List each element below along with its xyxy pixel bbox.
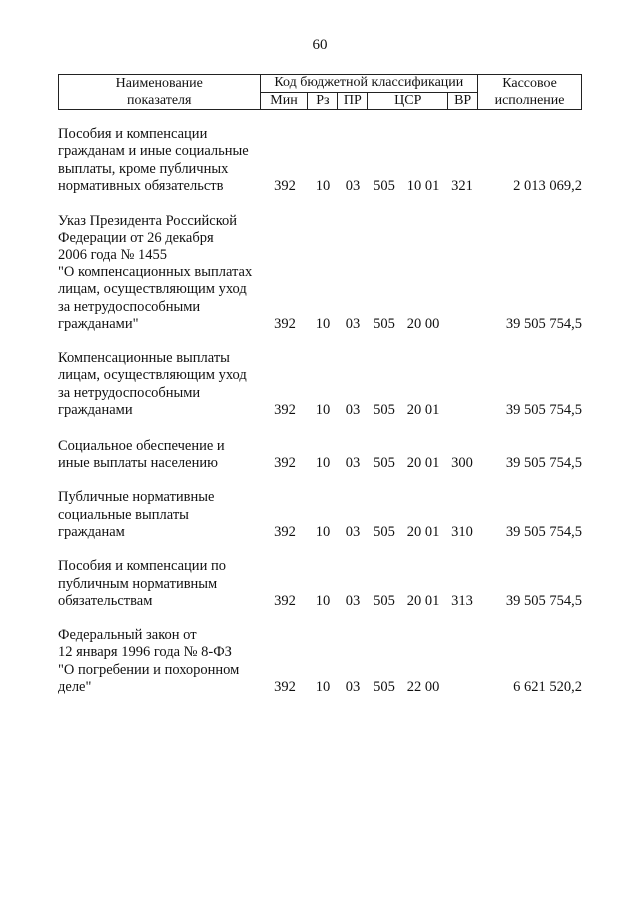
row-name: Компенсационные выплаты лицам, осуществляющим уход за нетрудоспособными гражданами xyxy=(58,350,247,418)
row-pr: 03 xyxy=(345,177,361,194)
row-name: Указ Президента Российской Федерации от 26 декабря 2006 года № 1455 "О компенсационных выплатах лицам, осуществляющим уход за нетрудоспособными гражданами" xyxy=(58,212,253,332)
row-amount: 6 621 520,2 xyxy=(513,678,582,695)
row-amount: 39 505 754,5 xyxy=(505,454,582,471)
row-csr-suffix: 22 00 xyxy=(406,678,440,695)
row-pr: 03 xyxy=(345,592,361,609)
row-csr-prefix: 505 xyxy=(373,401,395,418)
header-name-line1: Наименование xyxy=(59,75,261,93)
page-number: 60 xyxy=(312,37,328,53)
table-row xyxy=(58,212,582,333)
row-pr: 03 xyxy=(345,401,361,418)
row-min: 392 xyxy=(274,177,296,194)
header-col-csr: ЦСР xyxy=(368,92,448,110)
row-min: 392 xyxy=(274,454,296,471)
row-name: Пособия и компенсации гражданам и иные социальные выплаты, кроме публичных нормативных обязательств xyxy=(58,126,249,194)
row-rz: 10 xyxy=(315,315,331,332)
header-amount-line2: исполнение xyxy=(478,92,582,110)
row-vr: 310 xyxy=(451,523,473,540)
table-row xyxy=(58,489,582,541)
table-row xyxy=(58,627,582,696)
row-min: 392 xyxy=(274,523,296,540)
row-rz: 10 xyxy=(315,177,331,194)
row-csr-prefix: 505 xyxy=(373,523,395,540)
row-csr-suffix: 20 01 xyxy=(406,523,440,540)
header-col-min: Мин xyxy=(260,92,308,110)
header-col-pr: ПР xyxy=(338,92,368,110)
table-row xyxy=(58,350,582,419)
row-vr: 300 xyxy=(451,454,473,471)
row-min: 392 xyxy=(274,592,296,609)
row-vr: 313 xyxy=(451,592,473,609)
row-csr-prefix: 505 xyxy=(373,315,395,332)
column-header-table xyxy=(58,74,582,110)
row-csr-prefix: 505 xyxy=(373,678,395,695)
header-amount-line1: Кассовое xyxy=(478,75,582,93)
row-name: Публичные нормативные социальные выплаты гражданам xyxy=(58,489,215,540)
row-rz: 10 xyxy=(315,523,331,540)
row-rz: 10 xyxy=(315,678,331,695)
header-name-line2: показателя xyxy=(59,92,261,110)
row-amount: 39 505 754,5 xyxy=(505,523,582,540)
header-code-group: Код бюджетной классификации xyxy=(260,75,478,93)
row-name: Федеральный закон от 12 января 1996 года № 8-ФЗ "О погребении и похоронном деле" xyxy=(58,627,240,695)
row-csr-prefix: 505 xyxy=(373,454,395,471)
row-csr-suffix: 20 00 xyxy=(406,315,440,332)
row-amount: 39 505 754,5 xyxy=(505,315,582,332)
row-rz: 10 xyxy=(315,401,331,418)
row-csr-suffix: 20 01 xyxy=(406,454,440,471)
row-pr: 03 xyxy=(345,678,361,695)
row-csr-prefix: 505 xyxy=(373,177,395,194)
table-row xyxy=(58,437,582,472)
row-amount: 39 505 754,5 xyxy=(505,592,582,609)
row-name: Пособия и компенсации по публичным нормативным обязательствам xyxy=(58,558,226,609)
table-row xyxy=(58,558,582,610)
row-csr-suffix: 20 01 xyxy=(406,401,440,418)
header-col-vr: ВР xyxy=(448,92,478,110)
row-csr-suffix: 10 01 xyxy=(406,177,440,194)
row-min: 392 xyxy=(274,401,296,418)
header-col-rz: Рз xyxy=(308,92,338,110)
row-rz: 10 xyxy=(315,454,331,471)
row-name: Социальное обеспечение и иные выплаты населению xyxy=(58,437,225,471)
row-pr: 03 xyxy=(345,454,361,471)
row-min: 392 xyxy=(274,678,296,695)
row-csr-prefix: 505 xyxy=(373,592,395,609)
row-csr-suffix: 20 01 xyxy=(406,592,440,609)
row-amount: 2 013 069,2 xyxy=(513,177,582,194)
row-pr: 03 xyxy=(345,523,361,540)
row-pr: 03 xyxy=(345,315,361,332)
row-min: 392 xyxy=(274,315,296,332)
row-amount: 39 505 754,5 xyxy=(505,401,582,418)
table-row xyxy=(58,127,582,195)
row-rz: 10 xyxy=(315,592,331,609)
row-vr: 321 xyxy=(451,177,473,194)
